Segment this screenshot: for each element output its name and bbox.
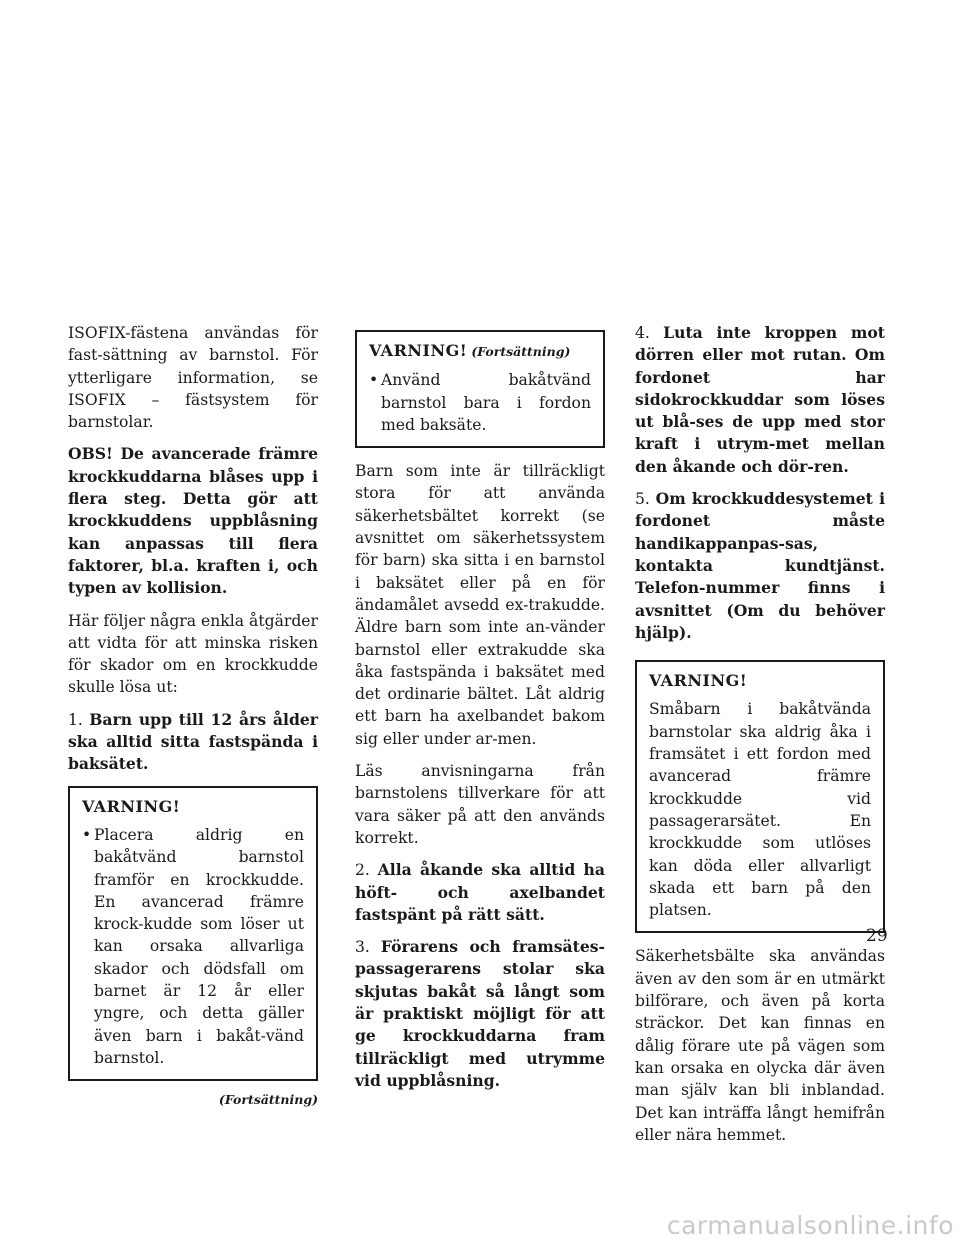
seatbelt-paragraph: Säkerhetsbälte ska användas även av den som är en utmärkt bilförare, och även på korta sträckor. Det kan finnas en dålig förare ute på vägen som kan orsaka en olycka där även man själv kan bli inblandad. Det kan inträffa långt hemifrån eller nära hemmet.	[635, 947, 885, 1144]
bullet-icon: •	[369, 371, 379, 390]
warning-title: VARNING! (Fortsättning)	[369, 341, 571, 360]
isofix-paragraph: ISOFIX-fästena användas för fast-sättning av barnstol. För ytterligare information, se ISOFIX – fästsystem för barnstolar.	[68, 324, 318, 432]
warning-box-continued	[355, 330, 605, 448]
list-item-1: 1. Barn upp till 12 års ålder ska alltid sitta fastspända i baksätet.	[68, 709, 318, 774]
watermark: carmanualsonline.info	[666, 1211, 954, 1240]
list-item-4: 4. Luta inte kroppen mot dörren eller mot rutan. Om fordonet har sidokrockkuddar som löses ut blå-ses de upp med stor kraft i utrym-met mellan den åkande och dör-ren.	[635, 323, 885, 476]
list-item-3: 3. Förarens och framsätes-passagerarens stolar ska skjutas bakåt så långt som är praktiskt möjligt för att ge krockkuddarna fram tillräckligt med utrymme vid uppblåsning.	[355, 937, 605, 1090]
warning-bullet: • Använd bakåtvänd barnstol bara i fordon med baksäte.	[369, 369, 591, 436]
warning-text: Småbarn i bakåtvända barnstolar ska aldrig åka i framsätet i ett fordon med avancerad främre krockkudde vid passagerarsätet. En krockkudde som utlöses kan döda eller allvarligt skada ett barn på den platsen.	[649, 700, 871, 920]
warning-box	[68, 786, 318, 1082]
intro-paragraph: Här följer några enkla åtgärder att vidta för att minska risken för skador om en krockkudde skulle lösa ut:	[68, 611, 318, 697]
children-paragraph: Barn som inte är tillräckligt stora för att använda säkerhetsbältet korrekt (se avsnittet om säkerhetssystem för barn) ska sitta i en barnstol i baksätet eller på en för ändamålet avsedd ex-trakudde. Äldre barn som inte an-vänder barnstol eller extrakudde ska åka fastspända i baksätet med det ordinarie bältet. Låt aldrig ett barn ha axelbandet bakom sig eller under ar-men.	[355, 462, 605, 748]
list-item-2: 2. Alla åkande ska alltid ha höft- och axelbandet fastspänt på rätt sätt.	[355, 860, 605, 924]
instructions-paragraph: Läs anvisningarna från barnstolens tillverkare för att vara säker på att den används korrekt.	[355, 762, 605, 847]
warning-box	[635, 660, 885, 933]
continued-label: (Fortsättning)	[218, 1092, 318, 1108]
column-middle	[355, 322, 605, 1102]
page-number: 29	[866, 926, 888, 946]
bullet-icon: •	[82, 825, 92, 844]
column-right	[635, 322, 885, 1156]
obs-paragraph: OBS! De avancerade främre krockkuddarna blåses upp i flera steg. Detta gör att krockkuddens uppblåsning kan anpassas till flera faktorer, bl.a. kraften i, och typen av kollision.	[68, 444, 318, 598]
list-item-5: 5. Om krockkuddesystemet i fordonet måste handikappanpas-sas, kontakta kundtjänst. Telefon-nummer finns i avsnittet (Om du behöver hjälp).	[635, 489, 885, 642]
warning-bullet: • Placera aldrig en bakåtvänd barnstol framför en krockkudde. En avancerad främre krock-kudde som löser ut kan orsaka allvarliga skador och dödsfall om barnet är 12 år eller yngre, och detta gäller även barn i bakåt-vänd barnstol.	[82, 824, 304, 1069]
column-left	[68, 322, 318, 1112]
warning-title: VARNING!	[82, 796, 181, 816]
warning-title: VARNING!	[649, 671, 748, 691]
warning-subtitle: (Fortsättning)	[471, 344, 571, 359]
